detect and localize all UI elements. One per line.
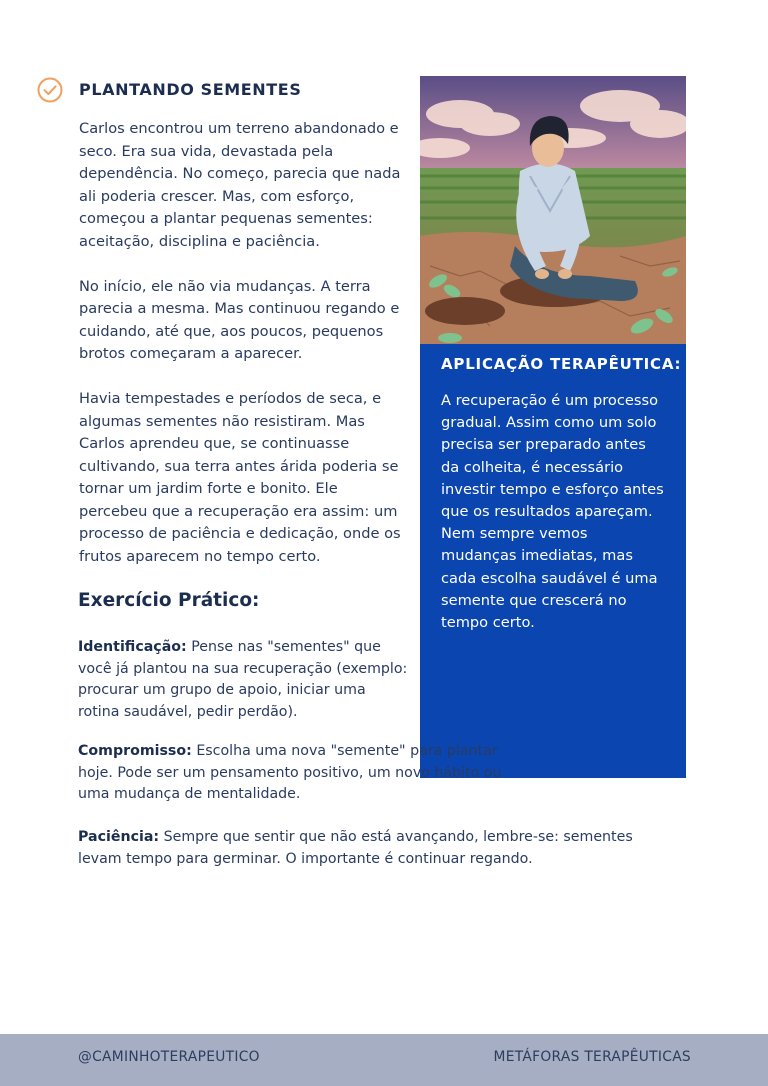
exercise-item-commitment <box>78 741 518 806</box>
exercise-item-text: Escolha uma nova "semente" para plantar hoje. Pode ser um pensamento positivo, um novo hábito ou uma mudança de mentalidade. <box>78 743 502 802</box>
story-paragraph: Havia tempestades e períodos de seca, e algumas sementes não resistiram. Mas Carlos aprendeu que, se continuasse cultivando, sua terra antes árida poderia se tornar um jardim forte e bonito. Ele percebeu que a recuperação era assim: um processo de paciência e dedicação, onde os frutos aparecem no tempo certo. <box>79 390 401 565</box>
story-paragraph: No início, ele não via mudanças. A terra parecia a mesma. Mas continuou regando e cuidando, até que, aos poucos, pequenos brotos começaram a aparecer. <box>79 277 400 362</box>
application-text: A recuperação é um processo gradual. Assim como um solo precisa ser preparado antes da colheita, é necessário investir tempo e esforço antes que os resultados apareçam. Nem sempre vemos mudanças imediatas, mas cada escolha saudável é uma semente que crescerá no tempo certo. <box>441 392 664 632</box>
exercise-item-label: Compromisso: <box>78 743 192 759</box>
illustration-man-planting <box>420 76 686 344</box>
exercise-item-text: Pense nas "sementes" que você já plantou na sua recuperação (exemplo: procurar um grupo de apoio, iniciar uma rotina saudável, pedir perdão). <box>78 639 408 720</box>
therapeutic-application-box <box>420 344 686 778</box>
story-text <box>79 118 405 591</box>
exercise-item-identification <box>78 637 410 723</box>
exercise-title: Exercício Prático: <box>78 590 260 611</box>
exercise-item-text: Sempre que sentir que não está avançando, lembre-se: sementes levam tempo para germinar. O importante é continuar regando. <box>78 829 633 867</box>
footer-handle: @CAMINHOTERAPEUTICO <box>78 1049 260 1065</box>
exercise-item-label: Paciência: <box>78 829 160 845</box>
footer <box>0 1034 768 1086</box>
exercise-item-patience <box>78 827 678 870</box>
check-circle-icon <box>36 76 64 104</box>
application-title: APLICAÇÃO TERAPÊUTICA: <box>441 355 682 373</box>
exercise-item-label: Identificação: <box>78 639 187 655</box>
section-title: PLANTANDO SEMENTES <box>79 80 302 99</box>
story-paragraph: Carlos encontrou um terreno abandonado e seco. Era sua vida, devastada pela dependência. No começo, parecia que nada ali poderia crescer. Mas, com esforço, começou a plantar pequenas sementes: aceitação, disciplina e paciência. <box>79 120 401 250</box>
footer-series-title: METÁFORAS TERAPÊUTICAS <box>493 1049 691 1065</box>
